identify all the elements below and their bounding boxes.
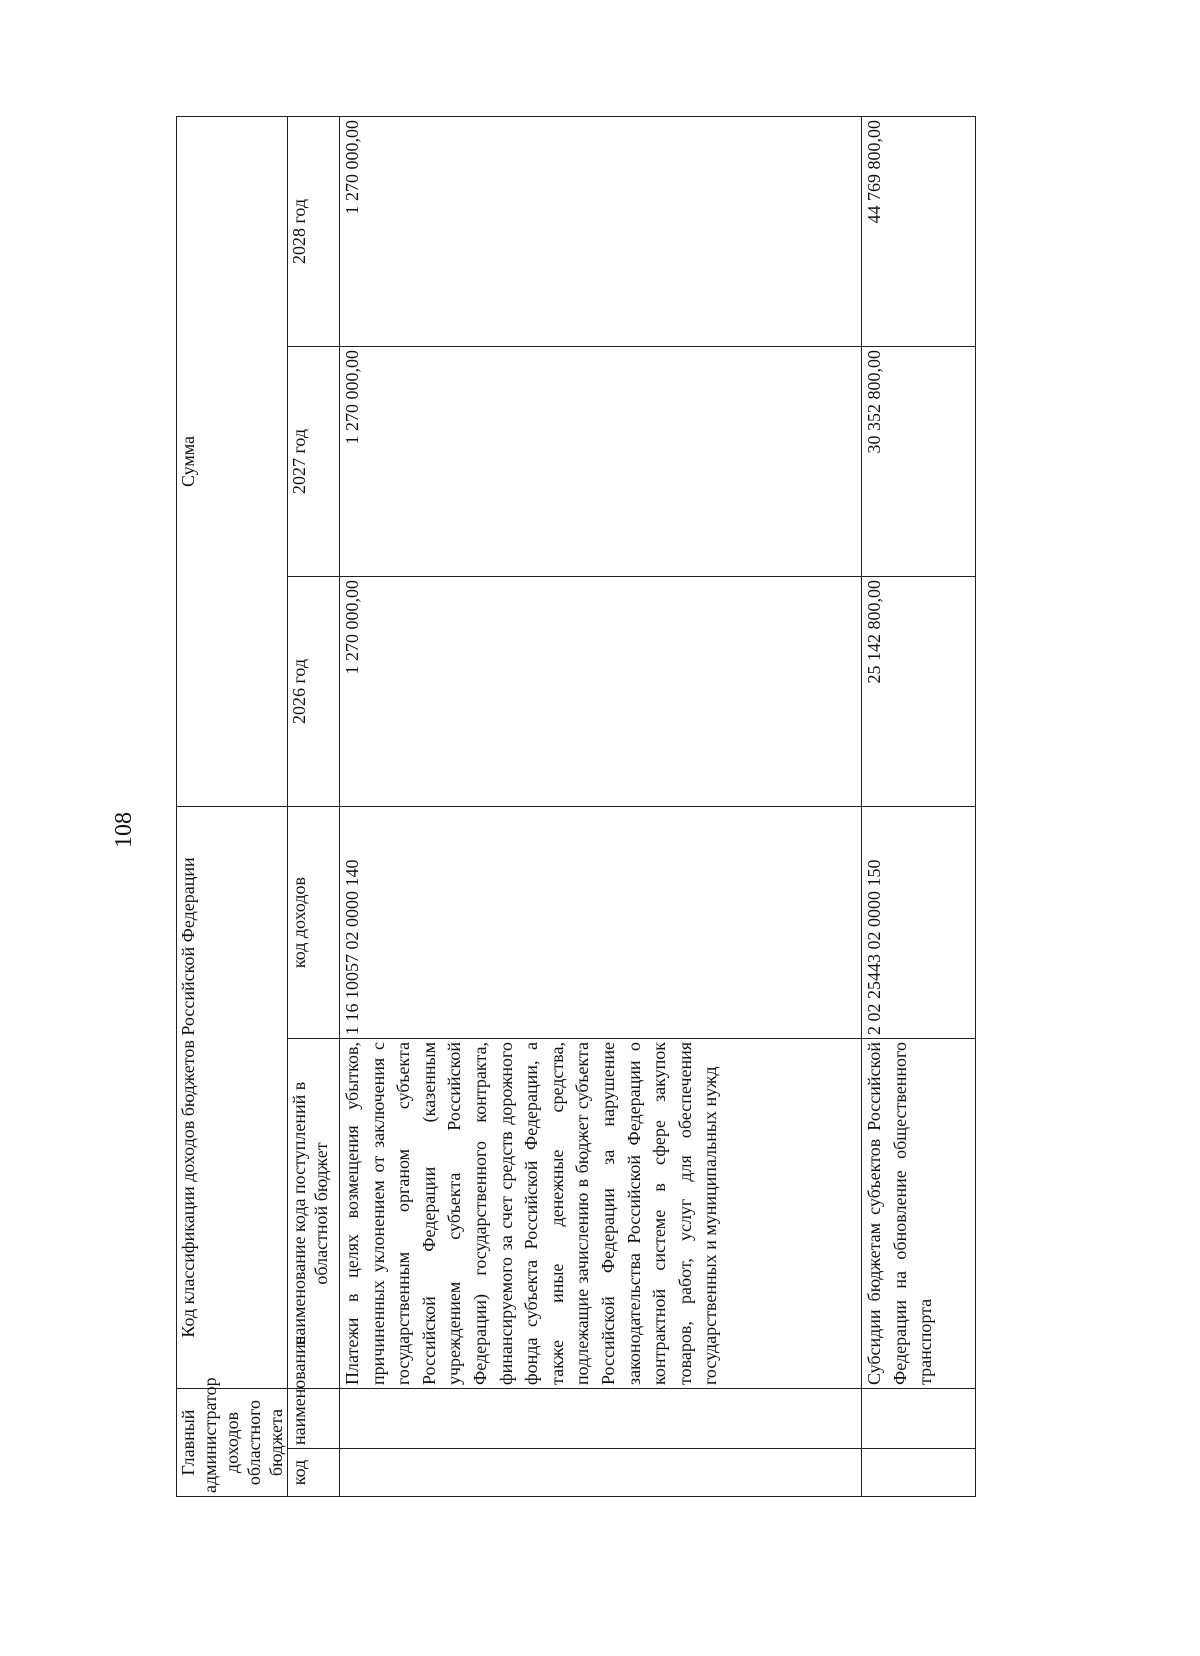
admin-name-cell [862, 1389, 976, 1449]
admin-name-cell [340, 1389, 862, 1449]
sum-2027-cell: 1 270 000,00 [340, 347, 862, 577]
classification-group-header: Код классификации доходов бюджетов Российской Федерации [177, 807, 288, 1389]
sum-2026-cell: 25 142 800,00 [862, 577, 976, 807]
admin-code-cell [340, 1449, 862, 1497]
admin-group-header: Главный администратор доходов областного бюджета [177, 1389, 288, 1497]
rotated-page-content [176, 117, 936, 1497]
table-row [862, 116, 976, 1496]
revenue-code-cell: 1 16 10057 02 0000 140 [340, 807, 862, 1039]
revenue-code-cell: 2 02 25443 02 0000 150 [862, 807, 976, 1039]
revenue-table [176, 116, 976, 1497]
classification-code-header: код доходов [288, 807, 340, 1039]
sum-2026-cell: 1 270 000,00 [340, 577, 862, 807]
description-cell: Платежи в целях возмещения убытков, причиненных уклонением от заключения с государственным органом субъекта Российской Федерации (казенным учреждением субъекта Российской Федерации) государственного контракта, финансируемого за счет средств дорожного фонда субъекта Российской Федерации, а также иные денежные средства, подлежащие зачислению в бюджет субъекта Российской Федерации за нарушение законодательства Российской Федерации о контрактной системе в сфере закупок товаров, работ, услуг для обеспечения государственных и муниципальных нужд [340, 1039, 862, 1389]
page-number: 108 [111, 812, 137, 848]
sum-2027-cell: 30 352 800,00 [862, 347, 976, 577]
classification-name-header: наименование кода поступлений в областной бюджет [288, 1039, 340, 1389]
year-2028-header: 2028 год [288, 116, 340, 346]
sum-2028-cell: 44 769 800,00 [862, 116, 976, 346]
year-2026-header: 2026 год [288, 577, 340, 807]
admin-code-cell [862, 1449, 976, 1497]
description-cell: Субсидии бюджетам субъектов Российской Федерации на обновление общественного транспорта [862, 1039, 976, 1389]
sum-2028-cell: 1 270 000,00 [340, 116, 862, 346]
sum-group-header: Сумма [177, 116, 288, 806]
year-2027-header: 2027 год [288, 347, 340, 577]
table-row [340, 116, 862, 1496]
admin-name-header: наименование [288, 1389, 340, 1449]
admin-code-header: код [288, 1449, 340, 1497]
